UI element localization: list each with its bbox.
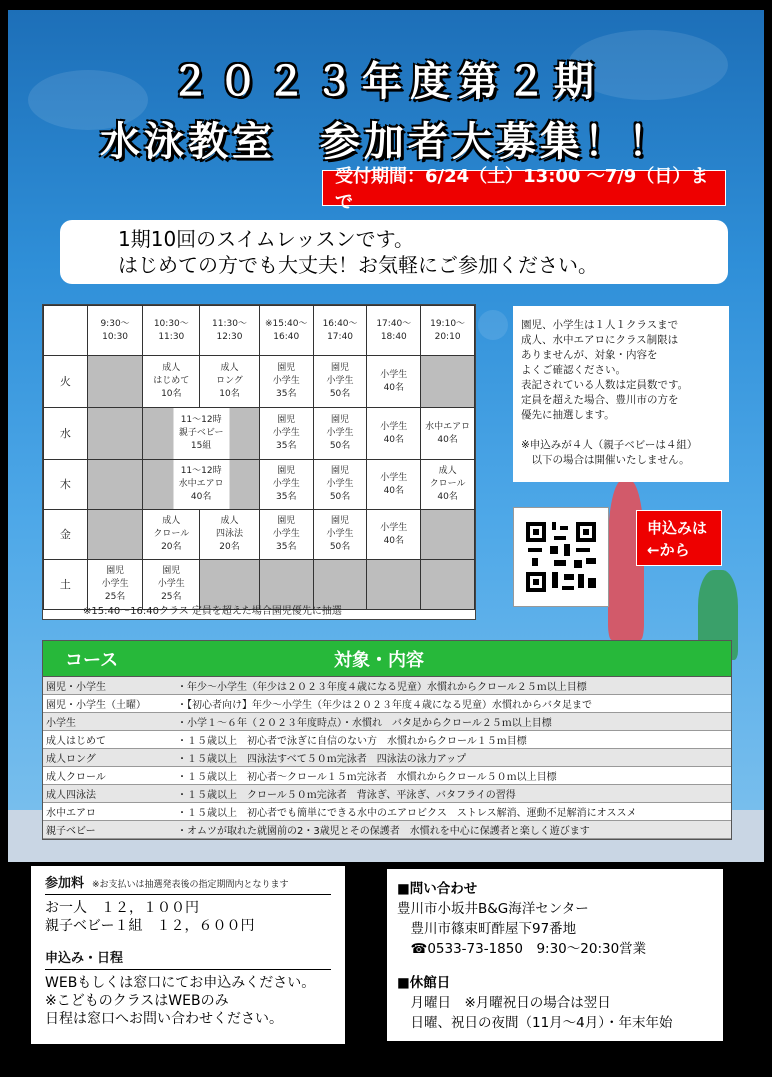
qr-code[interactable] — [513, 507, 609, 607]
course-row: 成人はじめて ・１５歳以上 初心者で泳ぎに自信のない方 水慣れからクロール１５ｍ目標 — [43, 731, 731, 749]
empty-slot — [87, 356, 143, 408]
apply-badge-line-1: 申込みは — [647, 519, 708, 537]
notice-line: よくご確認ください。 — [521, 364, 626, 376]
contact-heading: ■問い合わせ — [397, 881, 478, 897]
empty-slot — [421, 510, 475, 560]
class-slot: 小学生 40名 — [367, 460, 421, 510]
empty-slot — [87, 460, 143, 510]
day-label-sat: 土 — [44, 560, 88, 610]
course-row: 親子ベビー ・オムツが取れた就園前の2・3歳児とその保護者 水慣れを中心に保護者と楽しく遊びます — [43, 821, 731, 839]
contact-box — [386, 868, 724, 1042]
fee-heading: 参加料 ※お支払いは抽選発表後の指定期間内となります — [45, 876, 289, 891]
bubble-shape — [478, 310, 508, 340]
class-slot: 成人 はじめて 10名 — [143, 356, 200, 408]
class-slot: 園児 小学生 35名 — [259, 510, 313, 560]
fee-parent-baby: 親子ベビー１組 １２，６００円 — [45, 918, 255, 934]
course-rows — [43, 677, 731, 839]
qr-code-icon — [514, 508, 608, 606]
schedule-corner-cell — [44, 306, 88, 356]
notice-line: 以下の場合は開催いたしません。 — [521, 454, 690, 466]
class-slot: 小学生 40名 — [367, 408, 421, 460]
application-period-banner: 受付期間：6/24（土）13:00 ～7/9（日）まで — [322, 170, 726, 206]
fee-adult: お一人 １２，１００円 — [45, 900, 199, 916]
course-row: 園児・小学生（土曜） ・【初心者向け】年少～小学生（年少は２０２３年度４歳になる児童）水慣れからバタ足まで — [43, 695, 731, 713]
course-table-header — [43, 641, 731, 677]
class-slot: 園児 小学生 50名 — [313, 510, 367, 560]
apply-badge — [636, 510, 722, 566]
empty-slot — [421, 356, 475, 408]
time-header: 17:40～ 18:40 — [367, 306, 421, 356]
day-label-tue: 火 — [44, 356, 88, 408]
notice-line: 表記されている人数は定員数です。 — [521, 379, 689, 391]
class-slot: 小学生 40名 — [367, 510, 421, 560]
apply-line: WEBもしくは窓口にてお申込みください。 — [45, 975, 316, 991]
course-row: 園児・小学生 ・年少～小学生（年少は２０２３年度４歳になる児童）水慣れからクロール２５ｍ以上目標 — [43, 677, 731, 695]
class-slot: 園児 小学生 35名 — [259, 460, 313, 510]
notice-spacer — [521, 423, 721, 438]
fee-note: ※お支払いは抽選発表後の指定期間内となります — [92, 880, 289, 890]
day-label-thu: 木 — [44, 460, 88, 510]
notice-box — [513, 306, 729, 482]
apply-badge-line-2: ←から — [647, 541, 690, 559]
notice-line: ※申込みが４人（親子ベビーは４組） — [521, 439, 698, 451]
empty-slot — [87, 408, 143, 460]
title-line-1: ２０２３年度第２期 — [170, 59, 602, 105]
course-row: 水中エアロ ・１５歳以上 初心者でも簡単にできる水中のエアロビクス ストレス解消、運動不足解消にオススメ — [43, 803, 731, 821]
class-slot: 11～12時 親子ベビー 15組 — [143, 408, 259, 460]
schedule-table — [42, 304, 476, 620]
class-slot: 水中エアロ 40名 — [421, 408, 475, 460]
apply-line: ※こどものクラスはWEBのみ — [45, 993, 229, 1009]
empty-slot — [367, 560, 421, 610]
course-row: 成人四泳法 ・１５歳以上 クロール５０ｍ完泳者 背泳ぎ、平泳ぎ、バタフライの習得 — [43, 785, 731, 803]
class-slot: 成人 クロール 40名 — [421, 460, 475, 510]
class-slot: 園児 小学生 50名 — [313, 460, 367, 510]
intro-line-1: 1期10回のスイムレッスンです。 — [118, 227, 414, 251]
apply-line: 日程は窓口へお問い合わせください。 — [45, 1011, 283, 1027]
apply-heading: 申込み・日程 — [45, 951, 124, 966]
course-table — [42, 640, 732, 840]
empty-slot — [87, 510, 143, 560]
divider — [45, 969, 331, 970]
time-header: 9:30～ 10:30 — [87, 306, 143, 356]
day-label-fri: 金 — [44, 510, 88, 560]
notice-line: 優先に抽選します。 — [521, 409, 615, 421]
notice-line: 園児、小学生は１人１クラスまで — [521, 319, 679, 331]
class-slot: 園児 小学生 50名 — [313, 356, 367, 408]
poster-background — [8, 10, 764, 862]
notice-line: 成人、水中エアロにクラス制限は — [521, 334, 679, 346]
closed-line: 月曜日 ※月曜祝日の場合は翌日 — [397, 995, 611, 1011]
time-header: 16:40～ 17:40 — [313, 306, 367, 356]
target-header-label: 対象・内容 — [334, 649, 424, 671]
time-header: ※15:40～ 16:40 — [259, 306, 313, 356]
fee-box — [30, 865, 346, 1045]
class-slot: 11～12時 水中エアロ 40名 — [143, 460, 259, 510]
title-line-2: 水泳教室 参加者大募集！！ — [100, 119, 672, 165]
day-label-wed: 水 — [44, 408, 88, 460]
course-row: 成人ロング ・１５歳以上 四泳法すべて５０ｍ完泳者 四泳法の泳力アップ — [43, 749, 731, 767]
time-header: 11:30～ 12:30 — [200, 306, 260, 356]
course-row: 成人クロール ・１５歳以上 初心者～クロール１５ｍ完泳者 水慣れからクロール５０ｍ以上目標 — [43, 767, 731, 785]
class-slot: 園児 小学生 35名 — [259, 356, 313, 408]
class-slot: 園児 小学生 50名 — [313, 408, 367, 460]
notice-line: 定員を超えた場合、豊川市の方を — [521, 394, 679, 406]
class-slot: 小学生 40名 — [367, 356, 421, 408]
class-slot: 園児 小学生 25名 — [87, 560, 143, 610]
facility-address: 豊川市篠束町酢屋下97番地 — [397, 921, 577, 937]
schedule-note: ※15:40～16:40クラス 定員を超えた場合園児優先に抽選 — [83, 606, 342, 617]
course-header-label: コース — [65, 649, 119, 671]
time-header: 19:10～ 20:10 — [421, 306, 475, 356]
time-header: 10:30～ 11:30 — [143, 306, 200, 356]
notice-line: ありませんが、対象・内容を — [521, 349, 658, 361]
facility-phone: ☎0533-73-1850 9:30～20:30営業 — [397, 941, 647, 957]
empty-slot — [421, 560, 475, 610]
intro-box — [60, 220, 728, 284]
class-slot: 成人 ロング 10名 — [200, 356, 260, 408]
intro-line-2: はじめての方でも大丈夫！お気軽にご参加ください。 — [118, 253, 598, 277]
divider — [45, 894, 331, 895]
class-slot: 成人 クロール 20名 — [143, 510, 200, 560]
class-slot: 園児 小学生 25名 — [143, 560, 200, 610]
class-slot: 園児 小学生 35名 — [259, 408, 313, 460]
course-row: 小学生 ・小学１～６年（２０２３年度時点）・水慣れ バタ足からクロール２５ｍ以上目標 — [43, 713, 731, 731]
class-slot: 成人 四泳法 20名 — [200, 510, 260, 560]
closed-line: 日曜、祝日の夜間（11月～4月）・年末年始 — [397, 1015, 673, 1031]
facility-name: 豊川市小坂井B&G海洋センター — [397, 901, 589, 917]
closed-heading: ■休館日 — [397, 975, 451, 991]
